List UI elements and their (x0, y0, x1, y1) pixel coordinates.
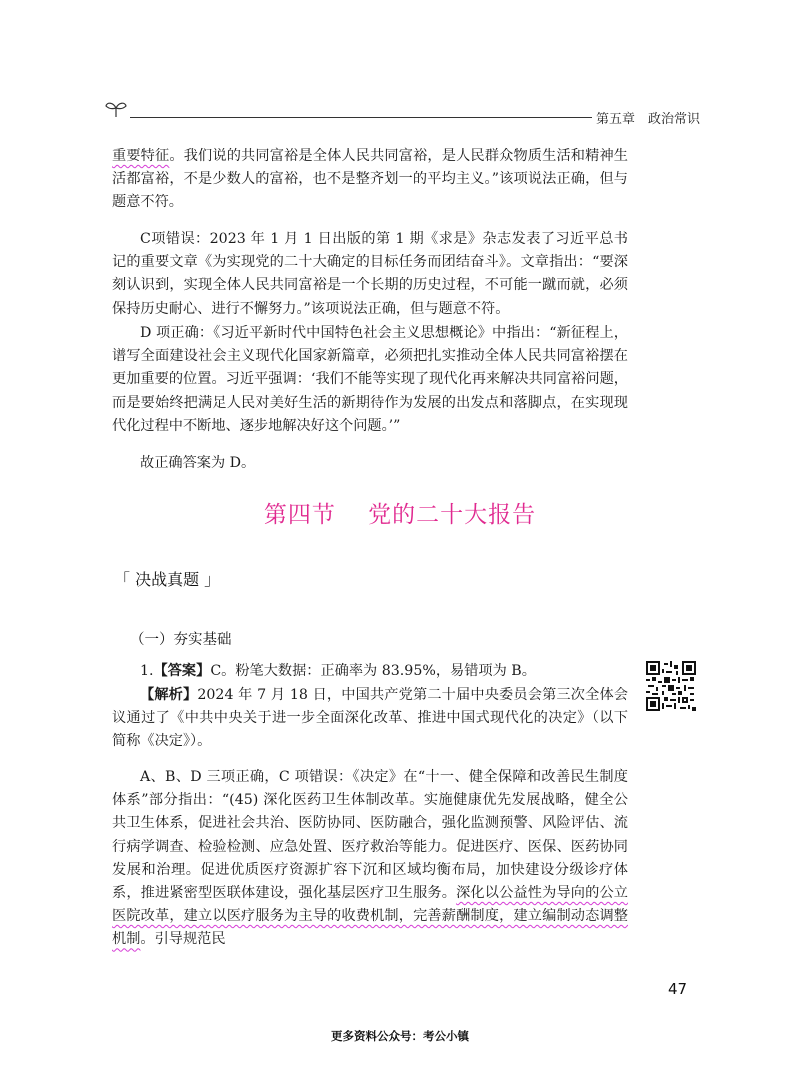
chapter-title: 第五章 政治常识 (596, 112, 701, 127)
answer-label: 【答案】 (153, 663, 211, 679)
underlined-phrase: 深化以公益性为导向的公立医院改革，建立以医疗服务为主导的收费机制，完善薪酬制度，建立编制动态调整机制 (112, 885, 628, 948)
paragraph-abd-options: A、B、D 三项正确，C 项错误：《决定》在“十一、健全保障和改善民生制度体系”部分指出：“(45) 深化医药卫生体制改革。实施健康优先发展战略，健全公共卫生体系，促进社会共治、医防协同、医防融合，强化监测预警、风险评估、流行病学调查、检验检测、应急处置、医疗救治等能力。促进医疗、医保、医药协同发展和治理。促进优质医疗资源扩容下沉和区域均衡布局，加快建设分级诊疗体系，推进紧密型医联体建设，强化基层医疗卫生服务。深化以公益性为导向的公立医院改革，建立以医疗服务为主导的收费机制，完善薪酬制度，建立编制动态调整机制。引导规范民 (112, 769, 628, 948)
paragraph-conclusion: 故正确答案为 D。 (140, 455, 256, 471)
footer-note: 更多资料公众号：考公小镇 (331, 1029, 469, 1043)
paragraph-d-option: D 项正确：《习近平新时代中国特色社会主义思想概论》中指出：“新征程上，谱写全面建设社会主义现代化国家新篇章，必须把扎实推动全体人民共同富裕摆在更加重要的位置。习近平强调：‘我们不能等实现了现代化再来解决共同富裕问题，而是要始终把满足人民对美好生活的新期待作为发展的出发点和落脚点，在实现现代化过程中不断地、逐步地解决好这个问题。’” (112, 325, 628, 434)
question-answer: 1.【答案】C。粉笔大数据：正确率为 83.95%，易错项为 B。 (140, 663, 536, 679)
header-rule (130, 117, 592, 118)
section-title: 第四节 党的二十大报告 (263, 502, 537, 528)
page-number: 47 (668, 980, 688, 998)
subsection-title: （一）夯实基础 (130, 632, 232, 648)
underlined-phrase: 重要特征 (112, 148, 170, 164)
qr-code-icon[interactable] (646, 661, 696, 711)
analysis-label: 【解析】 (140, 687, 198, 703)
question-analysis: 【解析】2024 年 7 月 18 日，中国共产党第二十届中央委员会第三次全体会议通过了《中共中央关于进一步全面深化改革、推进中国式现代化的决定》（以下简称《决定》）。 (112, 687, 628, 750)
paragraph-c-option: C项错误：2023 年 1 月 1 日出版的第 1 期《求是》杂志发表了习近平总书记的重要文章《为实现党的二十大确定的目标任务而团结奋斗》。文章指出：“要深刻认识到，实现全体人民共同富裕是一个长期的历史过程，不可能一蹴而就，必须保持历史耐心、进行不懈努力。”该项说法正确，但与题意不符。 (112, 231, 628, 317)
paragraph-1: 重要特征。我们说的共同富裕是全体人民共同富裕，是人民群众物质生活和精神生活都富裕，不是少数人的富裕，也不是整齐划一的平均主义。”该项说法正确，但与题意不符。 (112, 148, 628, 211)
sprout-logo-icon (104, 100, 128, 118)
exam-block-title: 「 决战真题 」 (114, 570, 221, 589)
